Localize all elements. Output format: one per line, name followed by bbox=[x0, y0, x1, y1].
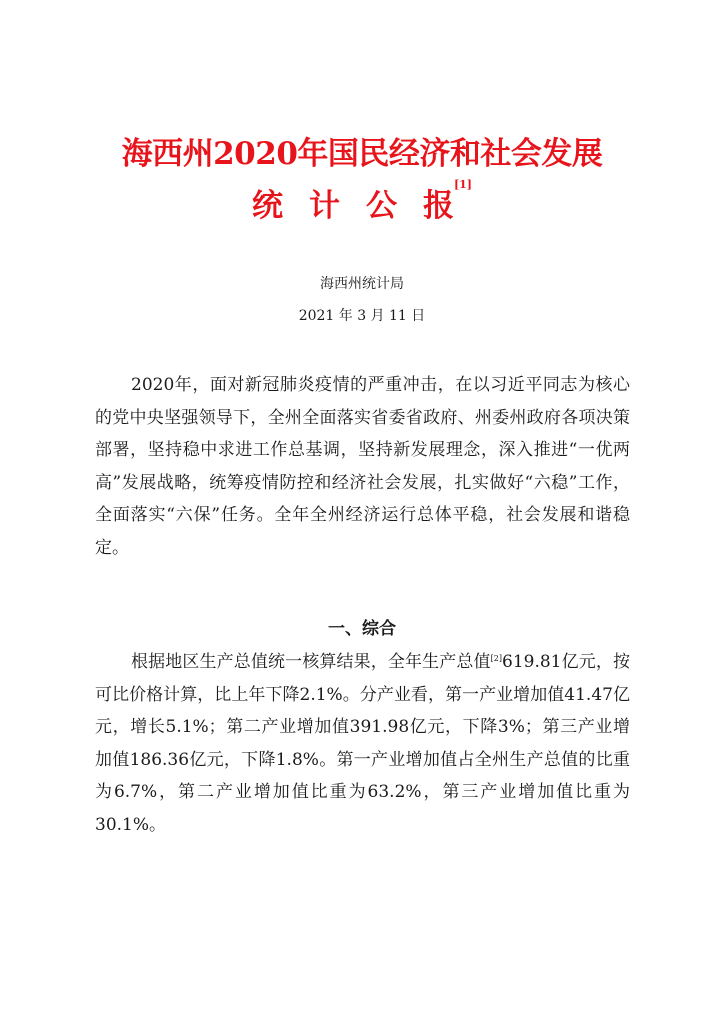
overview-text-before-note: 根据地区生产总值统一核算结果，全年生产总值 bbox=[131, 652, 491, 672]
publish-date: 2021 年 3 月 11 日 bbox=[298, 308, 426, 324]
title-line-2-text: 统计公报 bbox=[251, 188, 480, 224]
intro-paragraph: 2020年，面对新冠肺炎疫情的严重冲击，在以习近平同志为核心的党中央坚强领导下，全州全面落实省委省政府、州委州政府各项决策部署，坚持稳中求进工作总基调，坚持新发展理念，深入推进“一优两高”发展战略，统筹疫情防控和经济社会发展，扎实做好“六稳”工作，全面落实“六保”任务。全年全州经济运行总体平稳，社会发展和谐稳定。 bbox=[95, 375, 630, 558]
section-heading-overview: 一、综合 bbox=[328, 619, 396, 639]
title-line-1-text: 海西州2020年国民经济和社会发展 bbox=[121, 136, 603, 172]
document-title-line-2 bbox=[0, 180, 724, 225]
author: 海西州统计局 bbox=[320, 276, 404, 292]
title-footnote-marker[interactable]: [1] bbox=[453, 178, 473, 191]
overview-text-after-note: 619.81亿元，按可比价格计算，比上年下降2.1%。分产业看，第一产业增加值41.47亿元，增长5.1%；第二产业增加值391.98亿元，下降3%；第三产业增加值186.36亿元，下降1.8%。第一产业增加值占全州生产总值的比重为6.7%，第二产业增加值比重为63.2%，第三产业增加值比重为30.1%。 bbox=[95, 652, 631, 835]
overview-paragraph bbox=[95, 646, 630, 841]
gdp-footnote-marker[interactable]: [2] bbox=[490, 654, 503, 663]
document-title-line-1 bbox=[0, 128, 724, 173]
